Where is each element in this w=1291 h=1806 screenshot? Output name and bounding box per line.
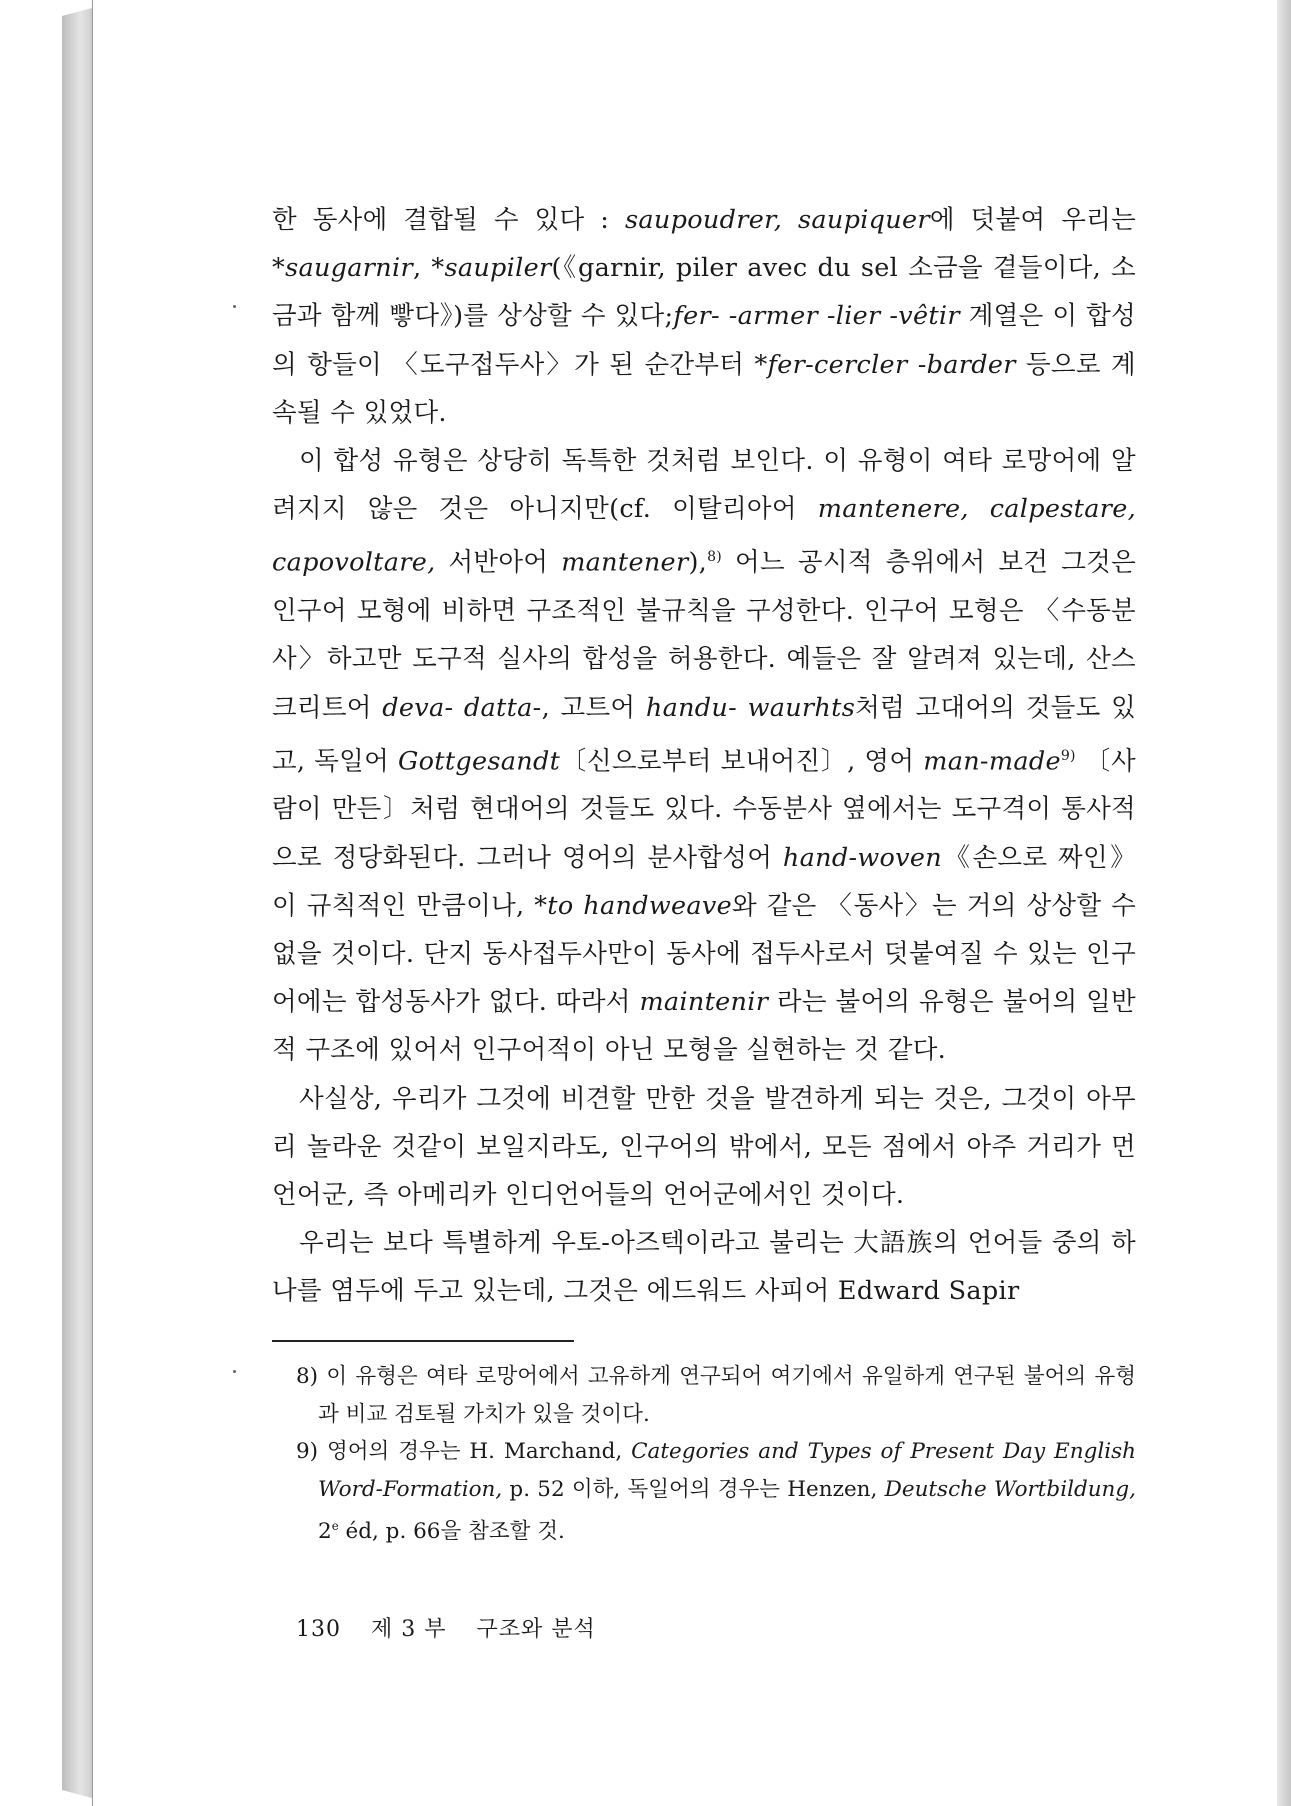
text-run: éd, p. 66을 참조할 것. <box>338 1519 565 1545</box>
text-run: 등으로 계속될 수 있었다. <box>272 349 1136 428</box>
text-run: 〔신으로부터 보내어진〕, 영어 <box>560 746 924 777</box>
text-run: 9) 영어의 경우는 H. Marchand, <box>296 1439 632 1464</box>
superscript: e <box>331 1519 339 1533</box>
text-run: 2 <box>318 1519 332 1545</box>
body-text <box>272 196 1136 1316</box>
paragraph <box>272 196 1136 437</box>
italic-term: fer- -armer -lier -vêtir <box>673 301 960 332</box>
italic-term: mantenere, calpestare, capovoltare, <box>272 494 1136 578</box>
text-run: 8) 이 유형은 여타 로망어에서 고유하게 연구되어 여기에서 유일하게 연구된 불어의 유형과 비교 검토될 가치가 있을 것이다. <box>296 1364 1136 1427</box>
paragraph <box>272 1219 1136 1315</box>
text-run: , 고트어 <box>541 692 646 723</box>
italic-term: hand-woven <box>782 842 942 873</box>
italic-term: handu- waurhts <box>645 692 856 723</box>
italic-term: saupoudrer, saupiquer <box>624 205 930 235</box>
italic-term: deva- datta- <box>382 692 542 723</box>
footnote-rule <box>272 1340 574 1342</box>
text-run: 〔사람이 만든〕처럼 현대어의 것들도 있다. 수동분사 옆에서는 도구격이 통사적으로 정당화된다. 그러나 영어의 분사합성어 <box>272 746 1136 873</box>
paper-speck <box>233 305 236 308</box>
chapter-title: 구조와 분석 <box>476 1617 596 1642</box>
superscript: 9) <box>1060 747 1076 764</box>
text-run: ), <box>688 547 708 578</box>
text-run: 라는 불어의 유형은 불어의 일반적 구조에 있어서 인구어적이 아닌 모형을 실현하는 것 같다. <box>272 987 1136 1066</box>
italic-term: Deutsche Wortbildung, <box>884 1476 1137 1502</box>
paper-speck <box>233 1370 236 1373</box>
text-run: (《garnir, piler avec du sel 소금을 곁들이다, 소금과 함께 빻다》)를 상상할 수 있다; <box>272 253 1136 332</box>
italic-term: mantener <box>561 547 689 578</box>
italic-term: fer-cercler -barder <box>767 349 1016 380</box>
text-run: 와 같은 〈동사〉는 거의 상상할 수 없을 것이다. 단지 동사접두사만이 동사에 접두사로서 덧붙여질 수 있는 인구어에는 합성동사가 없다. 따라서 <box>272 890 1137 1018</box>
footnotes <box>296 1358 1136 1551</box>
text-run: 서반아어 <box>435 547 562 578</box>
paragraph <box>272 1075 1136 1220</box>
text-run: p. 52 이하, 독일어의 경우는 Henzen, <box>502 1476 885 1502</box>
page-footer <box>296 1612 618 1643</box>
page-number: 130 <box>296 1617 341 1642</box>
text-run: 처럼 고대어의 것들도 있고, 독일어 <box>272 692 1136 777</box>
book-spine <box>62 8 92 1798</box>
italic-term: Gottgesandt <box>397 746 561 777</box>
text-run: 사실상, 우리가 그것에 비견할 만한 것을 발견하게 되는 것은, 그것이 아무리 놀라운 것같이 보일지라도, 인구어의 밖에서, 모든 점에서 아주 거리가 먼 언어군, 즉 아메리카 인디언어들의 언어군에서인 것이다. <box>272 1083 1136 1211</box>
italic-term: man-made <box>923 746 1061 777</box>
text-run: , * <box>412 253 445 284</box>
paragraph <box>272 437 1136 1075</box>
italic-term: maintenir <box>639 987 769 1018</box>
footnote <box>296 1358 1136 1433</box>
italic-term: to handweave <box>547 890 732 921</box>
italic-term: Categories and Types of Present Day English Word-Formation, <box>318 1439 1136 1502</box>
italic-term: saugarnir <box>285 253 413 284</box>
italic-term: saupiler <box>444 253 552 284</box>
text-run: 계열은 이 합성의 항들이 〈도구접두사〉가 된 순간부터 * <box>272 301 1136 380</box>
text-run: 한 동사에 결합될 수 있다 : <box>272 205 625 235</box>
text-run: 이 합성 유형은 상당히 독특한 것처럼 보인다. 이 유형이 여타 로망어에 알려지지 않은 것은 아니지만(cf. 이탈리아어 <box>272 446 1136 525</box>
superscript: 8) <box>707 549 723 566</box>
text-run: 《손으로 짜인》이 규칙적인 만큼이나, * <box>272 842 1137 921</box>
part-label: 제 3 부 <box>371 1617 447 1642</box>
footnote <box>296 1433 1136 1551</box>
text-run: 에 덧붙여 우리는 * <box>272 205 1137 284</box>
page-right-edge <box>1277 0 1291 1806</box>
text-run: 우리는 보다 특별하게 우토-아즈텍이라고 불리는 大語族의 언어들 중의 하나를 염두에 두고 있는데, 그것은 에드워드 사피어 Edward Sapir <box>272 1228 1136 1307</box>
text-run: 어느 공시적 층위에서 보건 그것은 인구어 모형에 비하면 구조적인 불규칙을 구성한다. 인구어 모형은 〈수동분사〉하고만 도구적 실사의 합성을 허용한다. 예들은 잘 알려져 있는데, 산스크리트어 <box>272 547 1136 723</box>
